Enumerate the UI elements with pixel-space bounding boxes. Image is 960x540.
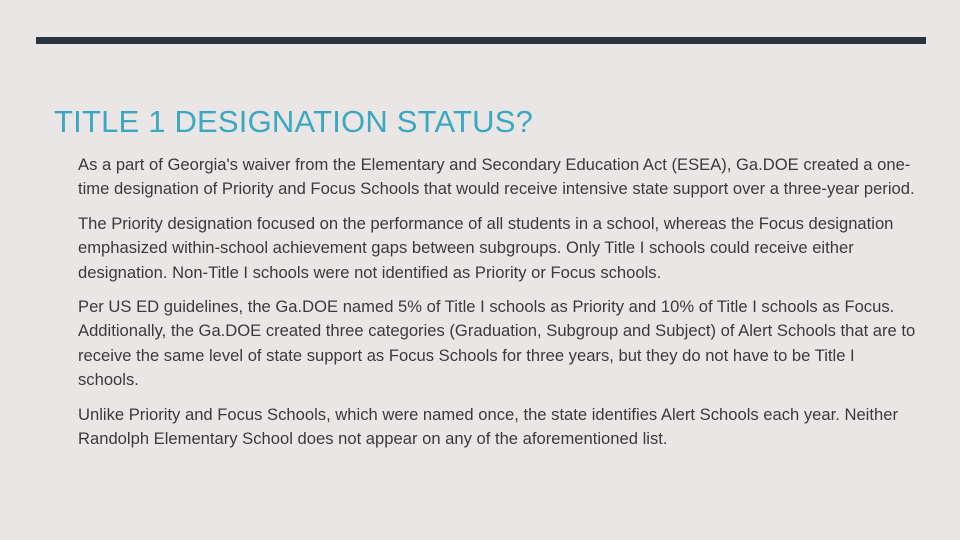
slide-body (78, 153, 918, 461)
paragraph-us-ed-guidelines: Per US ED guidelines, the Ga.DOE named 5% of Title I schools as Priority and 10% of Title I schools as Focus. Additionally, the Ga.DOE created three categories (Graduation, Subgroup and Subject) of Alert Schools that are to receive the same level of state support as Focus Schools for three years, but they do not have to be Title I schools. (78, 297, 916, 390)
paragraph-priority-designation: The Priority designation focused on the performance of all students in a school, whereas the Focus designation emphasized within-school achievement gaps between subgroups. Only Title I schools could receive either designation. Non-Title I schools were not identified as Priority or Focus schools. (78, 213, 894, 282)
top-accent-bar (36, 37, 926, 44)
paragraph-alert-schools: Unlike Priority and Focus Schools, which were named once, the state identifies Alert Schools each year. Neither Randolph Elementary School does not appear on any of the aforementioned list. (78, 404, 898, 449)
paragraph-esea-waiver: As a part of Georgia's waiver from the Elementary and Secondary Education Act (ESEA), Ga.DOE created a one-time designation of Priority and Focus Schools that would receive intensive state support over a three-year period. (78, 155, 915, 199)
slide-title: TITLE 1 DESIGNATION STATUS? (54, 104, 534, 139)
